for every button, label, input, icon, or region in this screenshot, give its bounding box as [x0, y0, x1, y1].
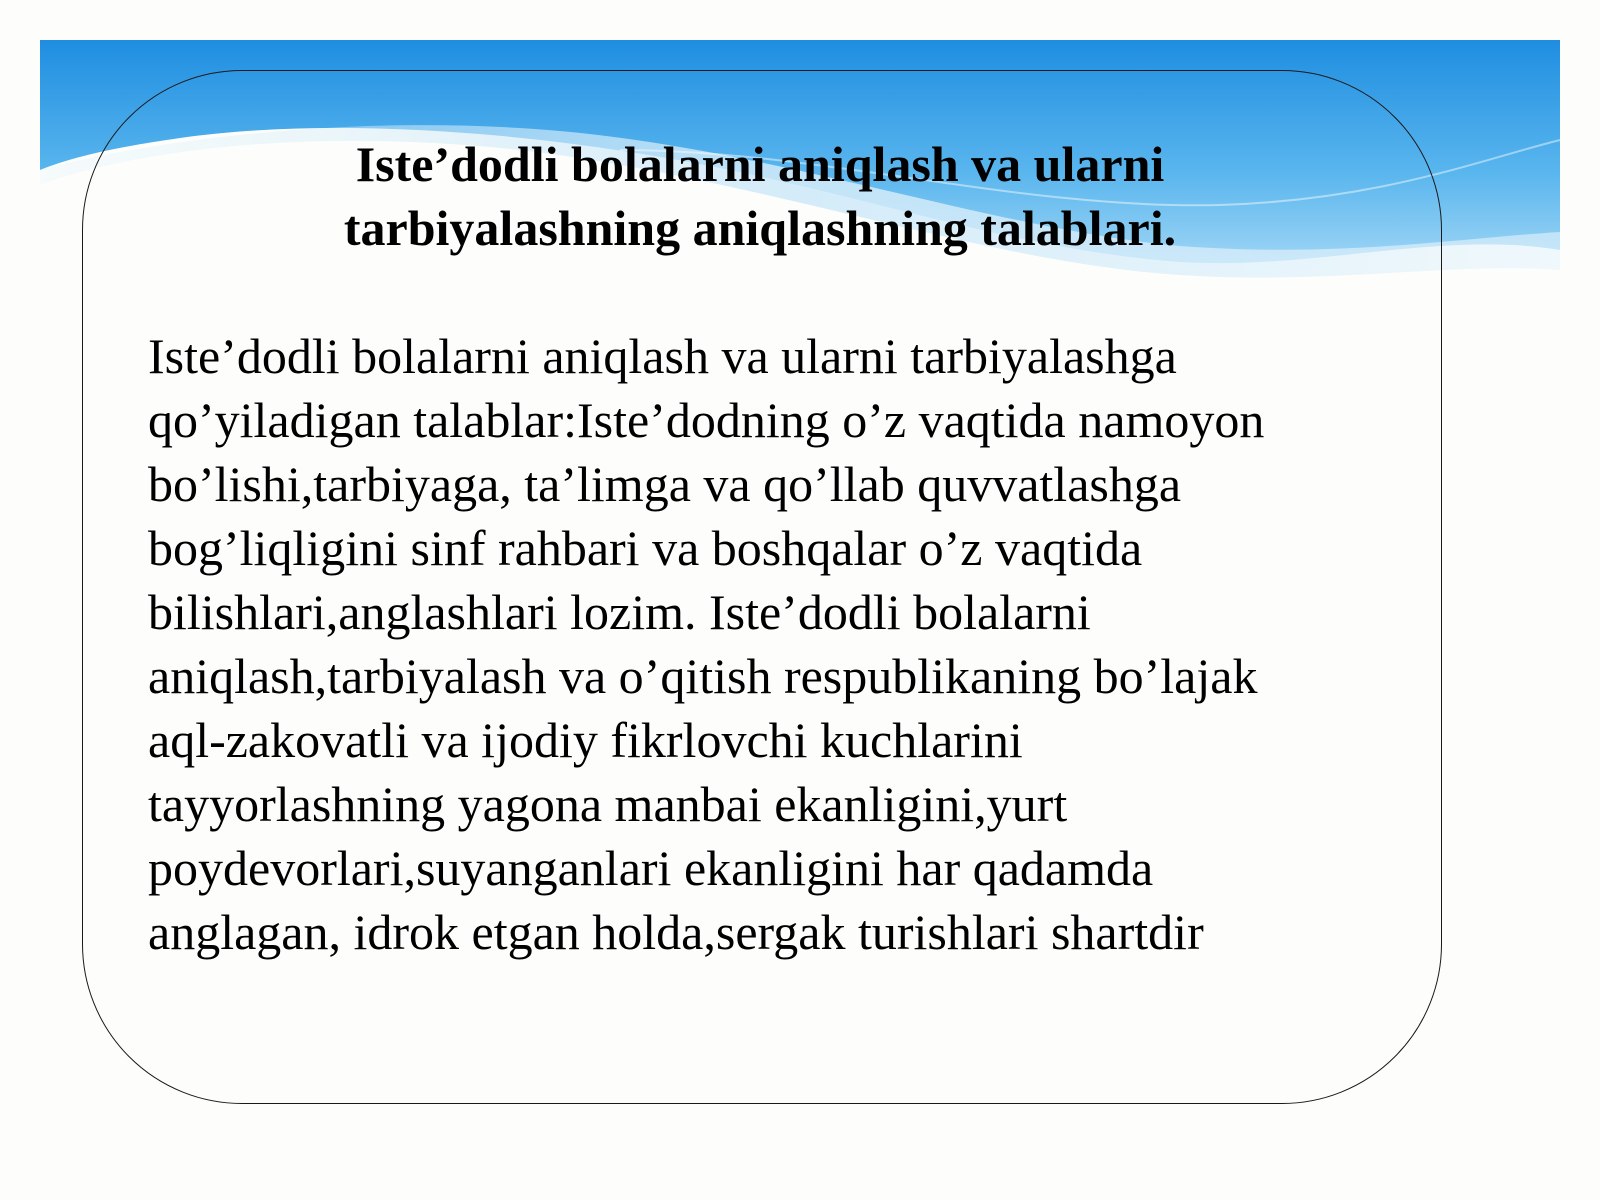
body-line: bog’liqligini sinf rahbari va boshqalar o’z vaqtida	[148, 520, 1143, 576]
body-line: qo’yiladigan talablar:Iste’dodning o’z vaqtida namoyon	[148, 392, 1265, 448]
body-line: poydevorlari,suyanganlari ekanligini har qadamda	[148, 840, 1154, 896]
slide-title	[140, 132, 1380, 260]
body-line: bo’lishi,tarbiyaga, ta’limga va qo’llab quvvatlashga	[148, 456, 1182, 512]
slide-title-line: tarbiyalashning aniqlashning talablari.	[343, 200, 1177, 256]
body-line: tayyorlashning yagona manbai ekanligini,yurt	[148, 776, 1068, 832]
slide-title-line: Iste’dodli bolalarni aniqlash va ularni	[355, 136, 1165, 192]
body-line: aql-zakovatli va ijodiy fikrlovchi kuchlarini	[148, 712, 1023, 768]
slide-body-text	[148, 324, 1398, 964]
body-line: aniqlash,tarbiyalash va o’qitish respublikaning bo’lajak	[148, 648, 1258, 704]
body-line: bilishlari,anglashlari lozim. Iste’dodli bolalarni	[148, 584, 1091, 640]
body-line: anglagan, idrok etgan holda,sergak turishlari shartdir	[148, 904, 1204, 960]
body-line: Iste’dodli bolalarni aniqlash va ularni tarbiyalashga	[148, 328, 1177, 384]
